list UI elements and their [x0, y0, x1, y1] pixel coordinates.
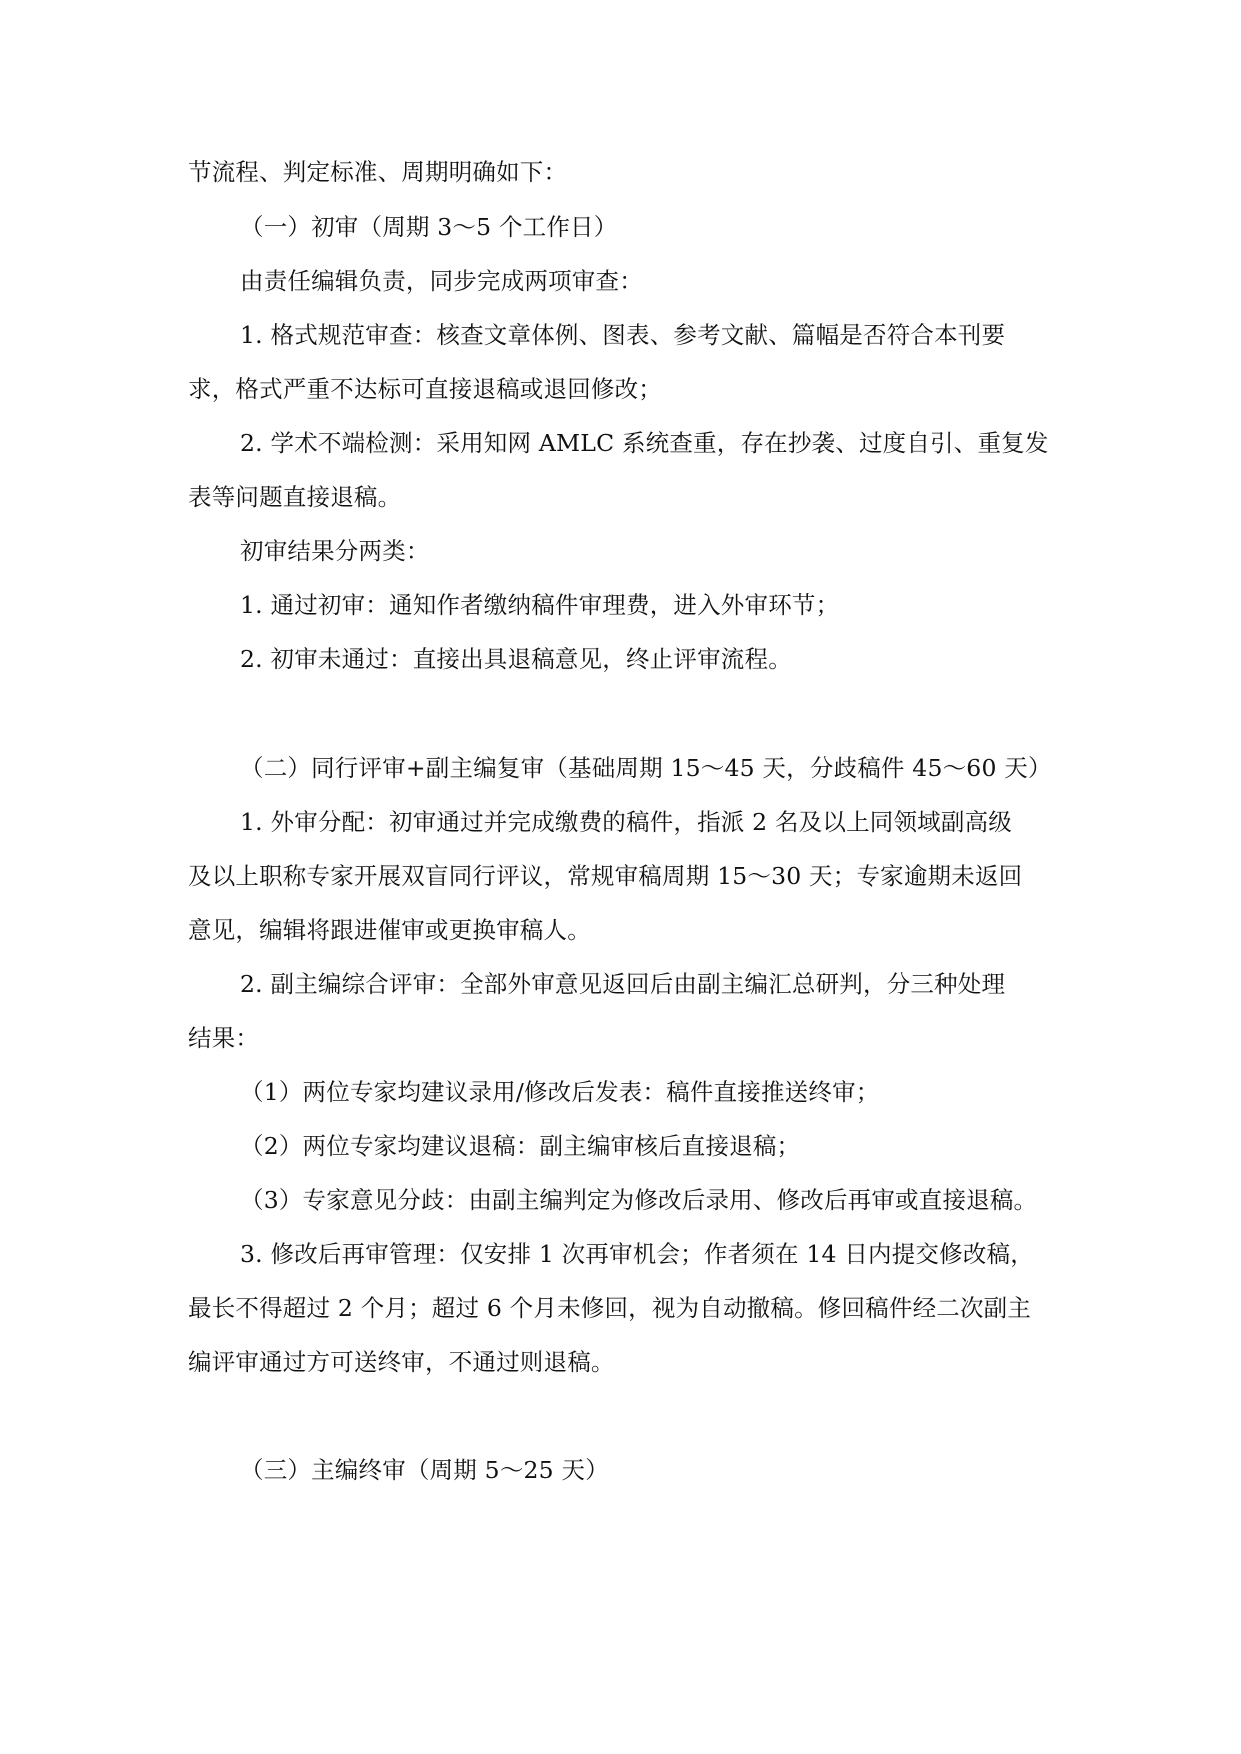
list-item: 1. 通过初审：通知作者缴纳稿件审理费，进入外审环节； — [240, 591, 840, 619]
text-line: 初审结果分两类： — [240, 537, 430, 565]
list-item: 2. 学术不端检测：采用知网 AMLC 系统查重，存在抄袭、过度自引、重复发 — [240, 429, 1049, 457]
list-item: 3. 修改后再审管理：仅安排 1 次再审机会；作者须在 14 日内提交修改稿， — [240, 1240, 1034, 1268]
list-item: （2）两位专家均建议退稿：副主编审核后直接退稿； — [240, 1132, 801, 1160]
list-item: （3）专家意见分歧：由副主编判定为修改后录用、修改后再审或直接退稿。 — [240, 1186, 1038, 1214]
list-item: 2. 初审未通过：直接出具退稿意见，终止评审流程。 — [240, 645, 792, 673]
text-line: 表等问题直接退稿。 — [188, 483, 402, 511]
list-item: 1. 格式规范审查：核查文章体例、图表、参考文献、篇幅是否符合本刊要 — [240, 321, 1006, 349]
section-heading: （三）主编终审（周期 5～25 天） — [240, 1456, 609, 1484]
list-item: （1）两位专家均建议录用/修改后发表：稿件直接推送终审； — [240, 1078, 880, 1106]
text-line: 最长不得超过 2 个月；超过 6 个月未修回，视为自动撤稿。修回稿件经二次副主 — [188, 1294, 1032, 1322]
list-item: 2. 副主编综合评审：全部外审意见返回后由副主编汇总研判，分三种处理 — [240, 970, 1006, 998]
text-line: 意见，编辑将跟进催审或更换审稿人。 — [188, 916, 591, 944]
text-line: 及以上职称专家开展双盲同行评议，常规审稿周期 15～30 天；专家逾期未返回 — [188, 862, 1023, 890]
text-line: 由责任编辑负责，同步完成两项审查： — [240, 267, 643, 295]
section-heading: （一）初审（周期 3～5 个工作日） — [240, 213, 618, 241]
section-heading: （二）同行评审+副主编复审（基础周期 15～45 天，分歧稿件 45～60 天） — [240, 754, 1052, 782]
text-line: 求，格式严重不达标可直接退稿或退回修改； — [188, 375, 662, 403]
text-line: 节流程、判定标准、周期明确如下： — [188, 158, 568, 186]
text-line: 编评审通过方可送终审，不通过则退稿。 — [188, 1348, 615, 1376]
list-item: 1. 外审分配：初审通过并完成缴费的稿件，指派 2 名及以上同领域副高级 — [240, 808, 1012, 836]
text-line: 结果： — [188, 1024, 260, 1052]
